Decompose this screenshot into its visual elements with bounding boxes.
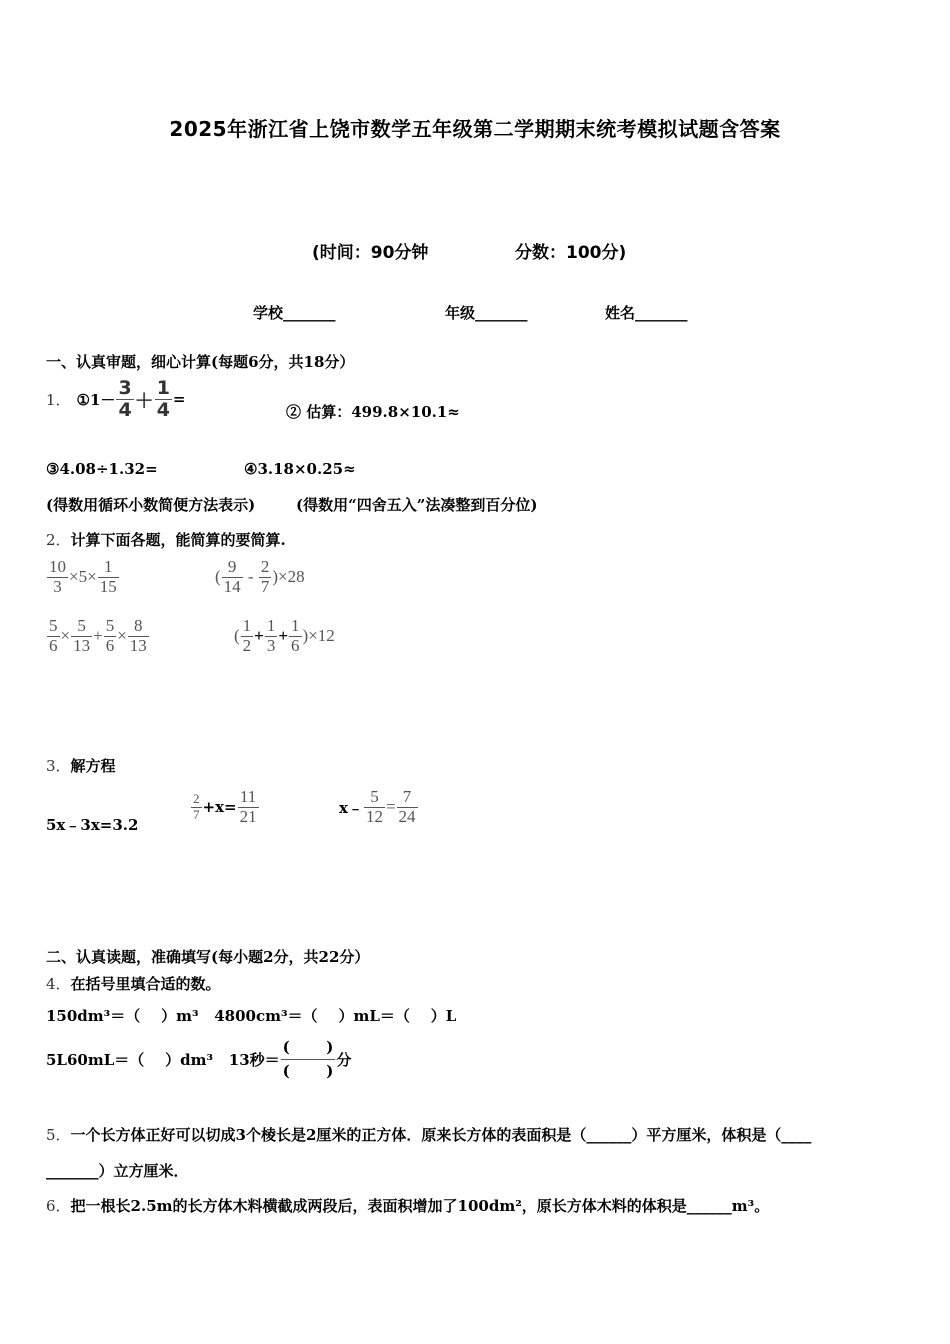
q2-e3-op2: +	[93, 626, 103, 646]
q2-e4-frac2	[265, 617, 278, 655]
q2-e1-f2-num: 1	[98, 558, 119, 578]
q1-f2-denominator: 4	[156, 398, 170, 421]
q2-e1-frac1	[47, 558, 68, 596]
q1-part4: ④3.18×0.25≈	[244, 460, 356, 478]
q4-frac-top: ( )	[281, 1036, 336, 1060]
q2-e4-op2: +	[278, 626, 289, 646]
q4-text: 在括号里填合适的数。	[70, 975, 221, 993]
q4-unit: 分	[336, 1050, 352, 1069]
q2-e3-f3-num: 5	[105, 616, 115, 635]
question-6	[46, 1195, 769, 1216]
q3-eq3-f2-num: 7	[397, 788, 418, 808]
q4-frac-bottom: ( )	[282, 1061, 334, 1080]
q2-e2-frac2	[259, 558, 272, 596]
section2-heading: 二、认真读题，准确填写(每小题2分，共22分）	[46, 948, 370, 966]
q3-eq2-f2-num: 11	[238, 788, 259, 808]
q2-e4-f1-num: 1	[242, 616, 252, 635]
q1-part1-label: ①1－	[76, 390, 116, 409]
q2-e1-f2-den: 15	[99, 576, 117, 596]
q2-e3-f1-num: 5	[49, 616, 58, 635]
q5-text1: 一个长方体正好可以切成3个棱长是2厘米的正方体．原来长方体的表面积是（______）平方厘米，体积是（____	[70, 1126, 812, 1144]
q3-eq3-mid: =	[385, 797, 396, 817]
q3-eq3-f1-num: 5	[364, 788, 385, 808]
q2-e4-frac3	[289, 617, 302, 655]
q3-eq3-frac1	[364, 788, 385, 826]
q3-eq3-pre: x﹣	[339, 798, 363, 817]
section1-heading: 一、认真审题，细心计算(每题6分，共18分）	[46, 353, 355, 371]
q3-equation-1: 5x﹣3x=3.2	[46, 816, 139, 834]
q2-e2-open: (	[215, 567, 221, 587]
q3-equation-2	[190, 788, 260, 826]
grade-blank: _______	[475, 304, 528, 322]
q2-e4-f2-num: 1	[266, 616, 276, 635]
q2-e4-f2-den: 3	[266, 635, 276, 655]
q3-text: 解方程	[70, 757, 116, 775]
q2-e3-frac1	[47, 617, 60, 655]
q2-e4-f1-den: 2	[242, 635, 252, 655]
q2-expression-4	[234, 617, 335, 655]
q2-e4-op1: +	[254, 626, 264, 646]
q4-fraction-blank[interactable]	[281, 1036, 336, 1082]
q3-eq2-frac2	[238, 788, 259, 826]
q5-text2: _______）立方厘米．	[46, 1162, 189, 1180]
question-1-line1	[46, 374, 186, 424]
grade-field[interactable]	[445, 302, 528, 323]
q1-equals: =	[172, 390, 186, 408]
q3-eq3-f1-den: 12	[365, 806, 383, 826]
q2-e1-mid: ×5×	[69, 567, 97, 587]
q2-e3-frac4	[128, 617, 149, 655]
name-field[interactable]	[605, 302, 688, 323]
q1-part2: ② 估算：499.8×10.1≈	[286, 403, 460, 421]
q1-f2-numerator: 1	[156, 376, 170, 399]
q3-number: 3．	[46, 757, 71, 775]
exam-score: 分数：100分)	[515, 243, 627, 263]
q1-note1: (得数用循环小数简便方法表示)	[46, 496, 256, 514]
q2-e3-f2-num: 5	[71, 617, 92, 637]
q2-e4-tail: )×12	[302, 626, 335, 646]
question-3	[46, 755, 116, 776]
q5-number: 5．	[46, 1126, 71, 1144]
q2-e3-f2-den: 13	[73, 635, 91, 655]
q3-eq3-frac2	[397, 788, 418, 826]
exam-time: (时间：90分钟	[312, 243, 429, 263]
q3-eq2-mid: +x=	[202, 798, 237, 817]
q1-note2: (得数用“四舍五入”法凑整到百分位)	[296, 496, 538, 514]
q2-number: 2．	[46, 531, 71, 549]
q2-e3-op3: ×	[117, 626, 127, 646]
q1-fraction-3-4	[116, 378, 133, 421]
school-label: 学校	[253, 304, 284, 322]
q2-e2-f2-den: 7	[260, 576, 270, 596]
q2-e2-f2-num: 2	[260, 557, 270, 576]
q2-expression-2	[215, 558, 305, 596]
q3-eq3-f2-den: 24	[398, 806, 416, 826]
question-4	[46, 973, 221, 994]
q3-eq2-frac1	[191, 792, 202, 822]
q4-line2-text: 5L60mL＝（ ）dm³ 13秒＝	[46, 1050, 280, 1069]
q2-e3-f3-den: 6	[105, 635, 115, 655]
q2-e3-f1-den: 6	[49, 635, 58, 655]
q2-e2-frac1	[222, 558, 243, 596]
q2-e2-f1-num: 9	[222, 558, 243, 578]
q4-number: 4．	[46, 975, 71, 993]
q2-e2-f1-den: 14	[223, 576, 241, 596]
name-label: 姓名	[605, 304, 636, 322]
q2-e3-frac2	[71, 617, 92, 655]
school-field[interactable]	[253, 302, 336, 323]
q3-equation-3	[339, 788, 419, 826]
q2-e3-f4-den: 13	[129, 635, 147, 655]
q2-expression-1	[46, 558, 120, 596]
page-title: 2025年浙江省上饶市数学五年级第二学期期末统考模拟试题含答案	[169, 117, 781, 141]
q2-e3-frac3	[104, 617, 117, 655]
q6-number: 6．	[46, 1197, 71, 1215]
q2-e4-open: (	[234, 626, 240, 646]
q3-eq2-f1-den: 7	[193, 806, 200, 822]
q3-eq2-f2-den: 21	[239, 806, 257, 826]
q1-number: 1．	[46, 390, 71, 409]
q2-e1-frac2	[98, 558, 119, 596]
q1-f1-numerator: 3	[118, 376, 132, 399]
question-2	[46, 529, 286, 550]
school-blank: _______	[283, 304, 336, 322]
q2-text: 计算下面各题，能简算的要简算.	[70, 531, 286, 549]
q4-line1: 150dm³＝（ ）m³ 4800cm³＝（ ）mL＝（ ）L	[46, 1007, 457, 1025]
q3-eq2-f1-num: 2	[193, 791, 200, 807]
q2-e3-f4-num: 8	[128, 617, 149, 637]
q2-expression-3	[46, 617, 150, 655]
q1-fraction-1-4	[155, 378, 172, 421]
q2-e4-f3-den: 6	[291, 635, 300, 655]
q2-e1-f1-num: 10	[49, 557, 66, 576]
q2-e1-f1-den: 3	[53, 576, 62, 596]
q2-e3-op1: ×	[60, 626, 71, 646]
question-5-line1	[46, 1124, 811, 1145]
q1-plus: ＋	[134, 389, 154, 412]
q2-e2-op: -	[243, 567, 258, 587]
q1-f1-denominator: 4	[118, 398, 132, 421]
q4-line2	[46, 1036, 351, 1082]
grade-label: 年级	[445, 304, 476, 322]
name-blank: _______	[635, 304, 688, 322]
q2-e4-frac1	[241, 617, 254, 655]
q6-text: 把一根长2.5m的长方体木料横截成两段后，表面积增加了100dm²，原长方体木料的体积是______m³。	[70, 1197, 770, 1215]
q2-e4-f3-num: 1	[291, 616, 300, 635]
q1-part3: ③4.08÷1.32=	[46, 460, 158, 478]
q2-e2-tail: )×28	[272, 567, 305, 587]
